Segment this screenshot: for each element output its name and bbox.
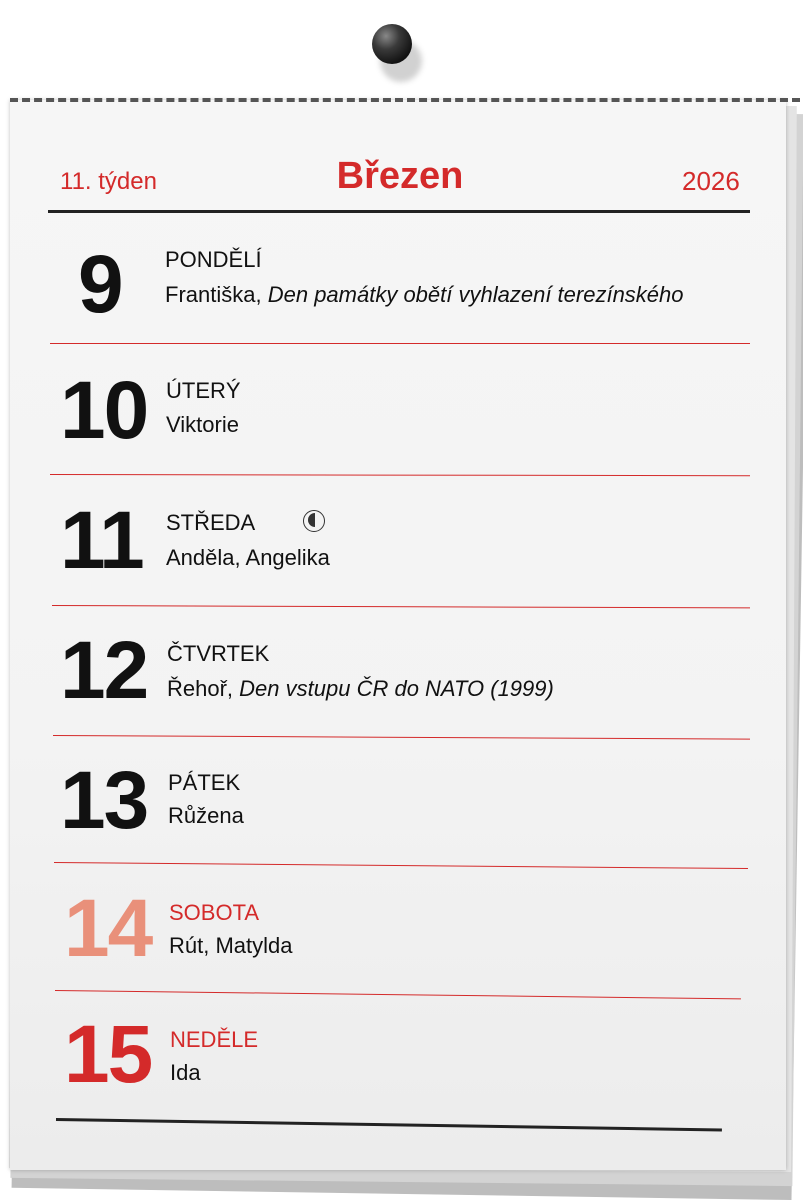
day-name: ÚTERÝ <box>166 378 241 403</box>
day-names-line <box>167 676 554 702</box>
holiday-event: Den památky obětí vyhlazení terezínského <box>267 282 684 307</box>
day-number: 13 <box>60 755 148 846</box>
name-day: Řehoř, <box>167 676 234 701</box>
day-number: 11 <box>60 495 143 586</box>
week-number: 11. týden <box>60 168 157 195</box>
year: 2026 <box>682 166 740 196</box>
moon-phase-icon <box>303 510 325 532</box>
header-divider <box>48 210 750 213</box>
day-name: PÁTEK <box>168 770 241 795</box>
day-names-line <box>165 282 684 308</box>
day-name-sunday: NEDĚLE <box>170 1027 259 1052</box>
day-name: STŘEDA <box>166 510 256 535</box>
day-name: PONDĚLÍ <box>165 247 262 272</box>
day-number: 12 <box>60 625 148 716</box>
day-name-saturday: SOBOTA <box>169 900 260 925</box>
name-day: Viktorie <box>166 412 239 437</box>
day-name: ČTVRTEK <box>167 641 270 666</box>
day-number-saturday: 14 <box>64 883 152 974</box>
day-separator <box>50 343 750 344</box>
day-number-sunday: 15 <box>64 1009 152 1100</box>
name-day: Ida <box>170 1060 201 1085</box>
name-day: Rút, Matylda <box>169 933 293 958</box>
push-pin-icon <box>372 24 412 64</box>
month-title: Březen <box>336 155 464 197</box>
perforation-line <box>10 98 800 102</box>
day-number: 9 <box>78 239 122 330</box>
holiday-event: Den vstupu ČR do NATO (1999) <box>239 676 554 701</box>
day-number: 10 <box>60 365 148 456</box>
name-day: Růžena <box>168 803 244 828</box>
name-day: Anděla, Angelika <box>166 545 330 570</box>
name-day: Františka, <box>165 282 262 307</box>
